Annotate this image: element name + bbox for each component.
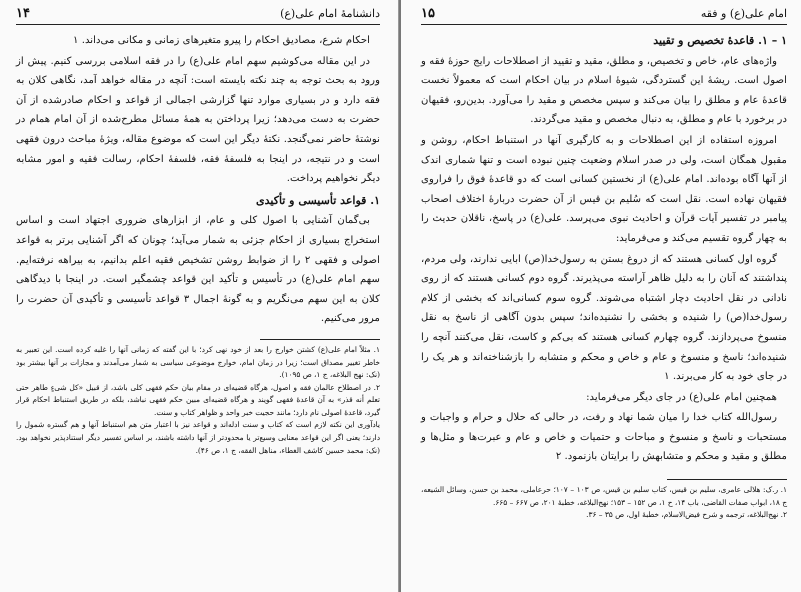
left-body-text <box>16 31 380 329</box>
right-header-title: امام علی(ع) و فقه <box>700 7 787 20</box>
left-page <box>0 0 399 592</box>
right-footnotes <box>421 484 787 522</box>
footnote-rule <box>667 479 787 480</box>
footnote-rule <box>260 339 380 340</box>
left-page-number: ۱۴ <box>16 6 30 21</box>
paragraph: احکام شرع، مصادیق احکام را پیرو متغیرهای زمانی و مکانی می‌داند. ۱ <box>73 35 370 46</box>
right-page <box>401 0 801 592</box>
left-header-title: دانشنامهٔ امام علی(ع) <box>280 7 380 20</box>
section-heading: ۱ – ۱. قاعدهٔ تخصیص و تقیید <box>653 34 787 47</box>
right-page-number: ۱۵ <box>421 6 435 21</box>
paragraph: واژه‌های عام، خاص و تخصیص، و مطلق، مقید و تقیید از اصطلاحات رایج حوزهٔ فقه و اصول است. ریشهٔ این گستردگی، شیوهٔ اسلام در بیان احکام است که معمولاً نخست قاعدهٔ عام و مطلق را بیان می‌کند و سپس مخصص و مقید را می‌آورد. بدین‌رو، فقیهان در برخورد با عام و مطلق، به دنبال مخصص و مقید می‌گردند. <box>421 55 787 126</box>
footnote: ۱. مثلاً امام علی(ع) کشتن خوارج را بعد از خود نهی کرد؛ با این گفته که زمانی آنها را غلبه کرده است. این تعبیر به خاطر تغییر مصداق است؛ زیرا در زمان امام، خوارج موضوعی سیاسی به شمار می‌آمدند و مجازات بر آنها بیشتر بود (نک: نهج البلاغه، ج ۱، ص ۱۰۹۵). <box>16 344 380 380</box>
quote-paragraph: گروه اول کسانی هستند که از دروغ بستن به رسول‌خدا(ص) ابایی ندارند، ولی مردم، پنداشتند که آنان را به دلیل ظاهر آراسته می‌پذیرند. گروه دوم کسانی هستند که از روی نادانی در نقل احادیث دچار اشتباه می‌شوند. گروه سوم کسانی‌اند که بخشی از کلام رسول‌خدا(ص) را شنیده و بخشی را نشنیده‌اند؛ سپس بدون آگاهی از ناسخ به نقل منسوخ می‌پردازند. گروه چهارم کسانی هستند که بی‌کم و کاست، نقل می‌کنند آنچه را شنیده‌اند؛ ناسخ و منسوخ و عام و خاص و محکم و متشابه را بازشناخته‌اند و هر یک را در جای خود به کار می‌برند. ۱ <box>421 253 787 383</box>
quote-paragraph: رسول‌الله کتاب خدا را میان شما نهاد و رفت، در حالی که حلال و حرام و واجبات و مستحبات و ناسخ و منسوخ و مباحات و حتمیات و خاص و عام و عبرت‌ها و مثل‌ها و مطلق و مقید و محکم و متشابهش را برایتان بازنمود. ۲ <box>421 412 787 463</box>
left-running-header <box>16 6 380 25</box>
paragraph: بی‌گمان آشنایی با اصول کلی و عام، از ابزارهای ضروری اجتهاد است و اساس استخراج بسیاری از احکام جزئی به شمار می‌آید؛ چونان که اگر آشنایی برتر به قواعد اصولی و فقهی ۲ را از ضوابط روشن تشخیص فقیه اعلم بدانیم، به بیراهه نرفته‌ایم. سهم امام علی(ع) در تأسیس و تأکید این قواعد چشمگیر است. در اینجا با دیدگاهی کلان به این سهم می‌نگریم و به گونهٔ اجمال ۳ قواعد تأسیسی و تأکیدی آن حضرت را مرور می‌کنیم. <box>16 215 380 325</box>
left-footnotes <box>16 344 380 457</box>
footnote: یادآوری این نکته لازم است که کتاب و سنت ادله‌اند و قواعد نیز با اعتبار متن هم استنباط آنها و هم گستره شمول را دارند؛ یعنی اگر این قواعد معنایی وسیع‌تر یا محدودتر از آنها داشته باشند، بر اساس تفسیر دیگر استنادپذیر نخواهد بود. (نک: محمد حسین کاشف الغطاء، مناهل الفقه، ج ۱، ص ۴۶). <box>16 420 380 455</box>
section-heading: ۱. قواعد تأسیسی و تأکیدی <box>256 193 380 207</box>
footnote: ۱. ر.ک: هلالی عامری، سلیم بن قیس، کتاب سلیم بن قیس، ص ۱۰۳ – ۱۰۷؛ حرعاملی، محمد بن حسن، وسائل الشیعه، ج ۱۸، ابواب صفات القاضی، باب ۱۴، ح ۱، ص ۱۵۲ – ۱۵۳؛ نهج‌البلاغه، خطبهٔ ۲۰۱، ص ۶۶۷ – ۶۶۵. <box>421 485 787 507</box>
right-body-text <box>421 31 787 467</box>
paragraph: همچنین امام علی(ع) در جای دیگر می‌فرماید: <box>586 391 777 403</box>
paragraph: در این مقاله می‌کوشیم سهم امام علی(ع) را در فقه اسلامی بررسی کنیم. پیش از ورود به بحث توجه به چند نکته بایسته است: آنچه در مقاله خواهد آمد، نگاهی کلان به فقه دارد و در بسیاری موارد تنها گزارشی اجمالی از قواعد و احکام صادرشده از آن حضرت به دست می‌دهد؛ زیرا پرداختن به همهٔ مسائل مطرح‌شده از آن امام همام در نوشتهٔ حاضر نمی‌گنجد. نکتهٔ دیگر این است که موضوع مقاله، ویژهٔ مباحث درون فقهی است و در نتیجه، در اینجا به فلسفهٔ فقه، فلسفهٔ احکام، رسالت فقیه و امور مشابه دیگر نخواهیم پرداخت. <box>16 55 380 185</box>
footnote: ۲. در اصطلاح عالمان فقه و اصول، هرگاه قضیه‌ای در مقام بیان حکم فقهی کلی باشد، از قبیل «کل شیءٍ طاهر حتی تعلم أنه قذر» به آن قاعدهٔ فقهی گویند و هرگاه قضیه‌ای مبین حکم فقهی نباشد، بلکه در طریق استنباط احکام قرار گیرد، قاعدهٔ اصولی نام دارد؛ مانند حجیت خبر واحد و ظواهر کتاب و سنت. <box>16 382 380 417</box>
footnote: ۲. نهج‌البلاغه، ترجمه و شرح فیض‌الاسلام، خطبهٔ اول، ص ۳۵ – ۳۶. <box>586 510 787 520</box>
paragraph: امروزه استفاده از این اصطلاحات و به کارگیری آنها در استنباط احکام، روشن و مقبول همگان است، ولی در صدر اسلام وضعیت چنین نبوده است و تنها شماری اندک از آنها آگاه بوده‌اند. امام علی(ع) از نخستین کسانی است که دو قاعدهٔ فوق را فراروی فقیهان نهاده است. نقل است که سُلیم بن قیس از آن حضرت دربارهٔ اختلاف اصحاب پیامبر در تفسیر آیات قرآن و احادیث نبوی می‌پرسد. علی(ع) در پاسخ، ناقلان حدیث را به چهار گروه تقسیم می‌کند و می‌فرماید: <box>421 134 787 244</box>
right-running-header <box>421 6 787 25</box>
